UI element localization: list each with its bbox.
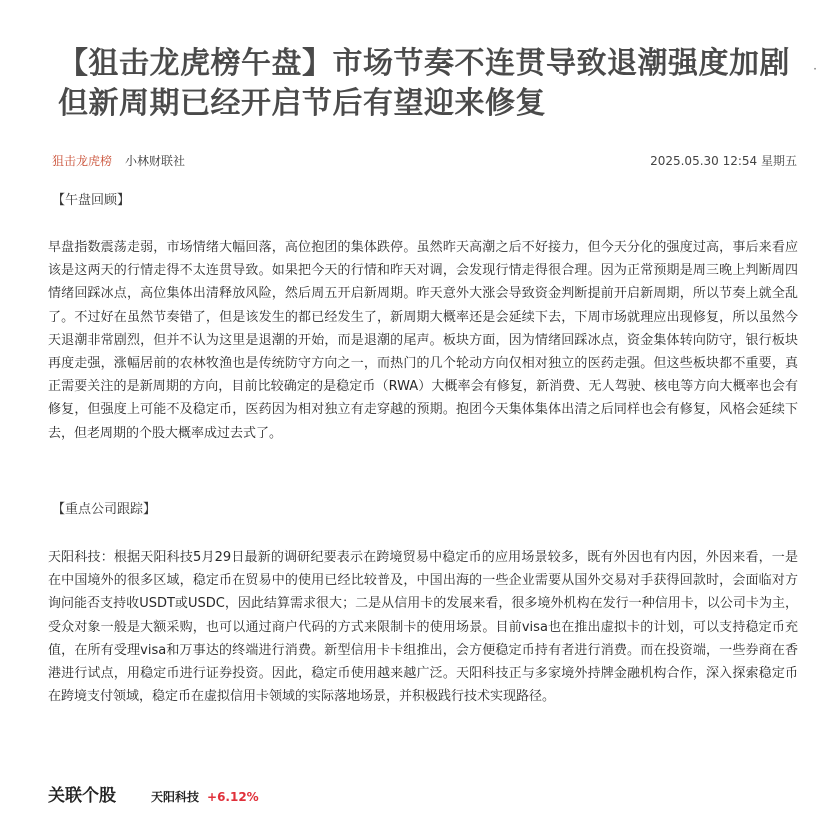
stock-name[interactable]: 天阳科技 xyxy=(151,790,200,804)
article-meta xyxy=(52,151,797,171)
tracking-heading: 【重点公司跟踪】 xyxy=(52,502,157,517)
scroll-marker: · xyxy=(813,62,817,76)
stock-change: +6.12% xyxy=(207,790,259,804)
related-stock-item[interactable] xyxy=(151,788,259,806)
column-tag-link[interactable]: 狙击龙虎榜 xyxy=(52,154,113,168)
article-source: 小林财联社 xyxy=(125,154,186,168)
article-title: 【狙击龙虎榜午盘】市场节奏不连贯导致退潮强度加剧 但新周期已经开启节后有望迎来修复 xyxy=(58,46,790,121)
review-paragraph: 早盘指数震荡走弱，市场情绪大幅回落，高位抱团的集体跌停。虽然昨天高潮之后不好接力，但今天分化的强度过高，事后来看应该是这两天的行情走得不太连贯导致。如果把今天的行情和昨天对调，会发现行情走得很合理。因为正常预期是周三晚上判断周四情绪回踩冰点，高位集体出清释放风险，然后周五开启新周期。昨天意外大涨会导致资金判断提前开启新周期，所以节奏上就全乱了。不过好在虽然节奏错了，但是该发生的都已经发生了，新周期大概率还是会延续下去，下周市场就理应出现修复，所以虽然今天退潮非常剧烈，但并不认为这里是退潮的开始，而是退潮的尾声。板块方面，因为情绪回踩冰点，资金集体转向防守，银行板块再度走强，涨幅居前的农林牧渔也是传统防守方向之一，而热门的几个轮动方向仅相对独立的医药走强。但这些板块都不重要，真正需要关注的是新周期的方向，目前比较确定的是稳定币（RWA）大概率会有修复，新消费、无人驾驶、核电等方向大概率也会有修复，但强度上可能不及稳定币，医药因为相对独立有走穿越的预期。抱团今天集体集体出清之后同样也会有修复，风格会延续下去，但老周期的个股大概率成过去式了。 xyxy=(48,240,798,441)
review-heading: 【午盘回顾】 xyxy=(52,193,131,208)
tracking-paragraph: 天阳科技：根据天阳科技5月29日最新的调研纪要表示在跨境贸易中稳定币的应用场景较多，既有外因也有内因，外因来看，一是在中国境外的很多区域，稳定币在贸易中的使用已经比较普及，中国出海的一些企业需要从国外交易对手获得回款时，会面临对方询问能否支持收USDT或USDC，因此结算需求很大；二是从信用卡的发展来看，很多境外机构在发行一种信用卡，以公司卡为主，受众对象一般是大额采购，也可以通过商户代码的方式来限制卡的使用场景。目前visa也在推出虚拟卡的计划，可以支持稳定币充值，在所有受理visa和万事达的终端进行消费。新型信用卡卡组推出，会方便稳定币持有者进行消费。而在投资端，一些券商在香港进行试点，用稳定币进行证券投资。因此，稳定币使用越来越广泛。天阳科技正与多家境外持牌金融机构合作，深入探索稳定币在跨境支付领域，稳定币在虚拟信用卡领域的实际落地场景，并积极践行技术实现路径。 xyxy=(48,550,798,705)
related-stocks-label: 关联个股 xyxy=(48,786,116,806)
article-datetime: 2025.05.30 12:54 星期五 xyxy=(650,154,797,168)
